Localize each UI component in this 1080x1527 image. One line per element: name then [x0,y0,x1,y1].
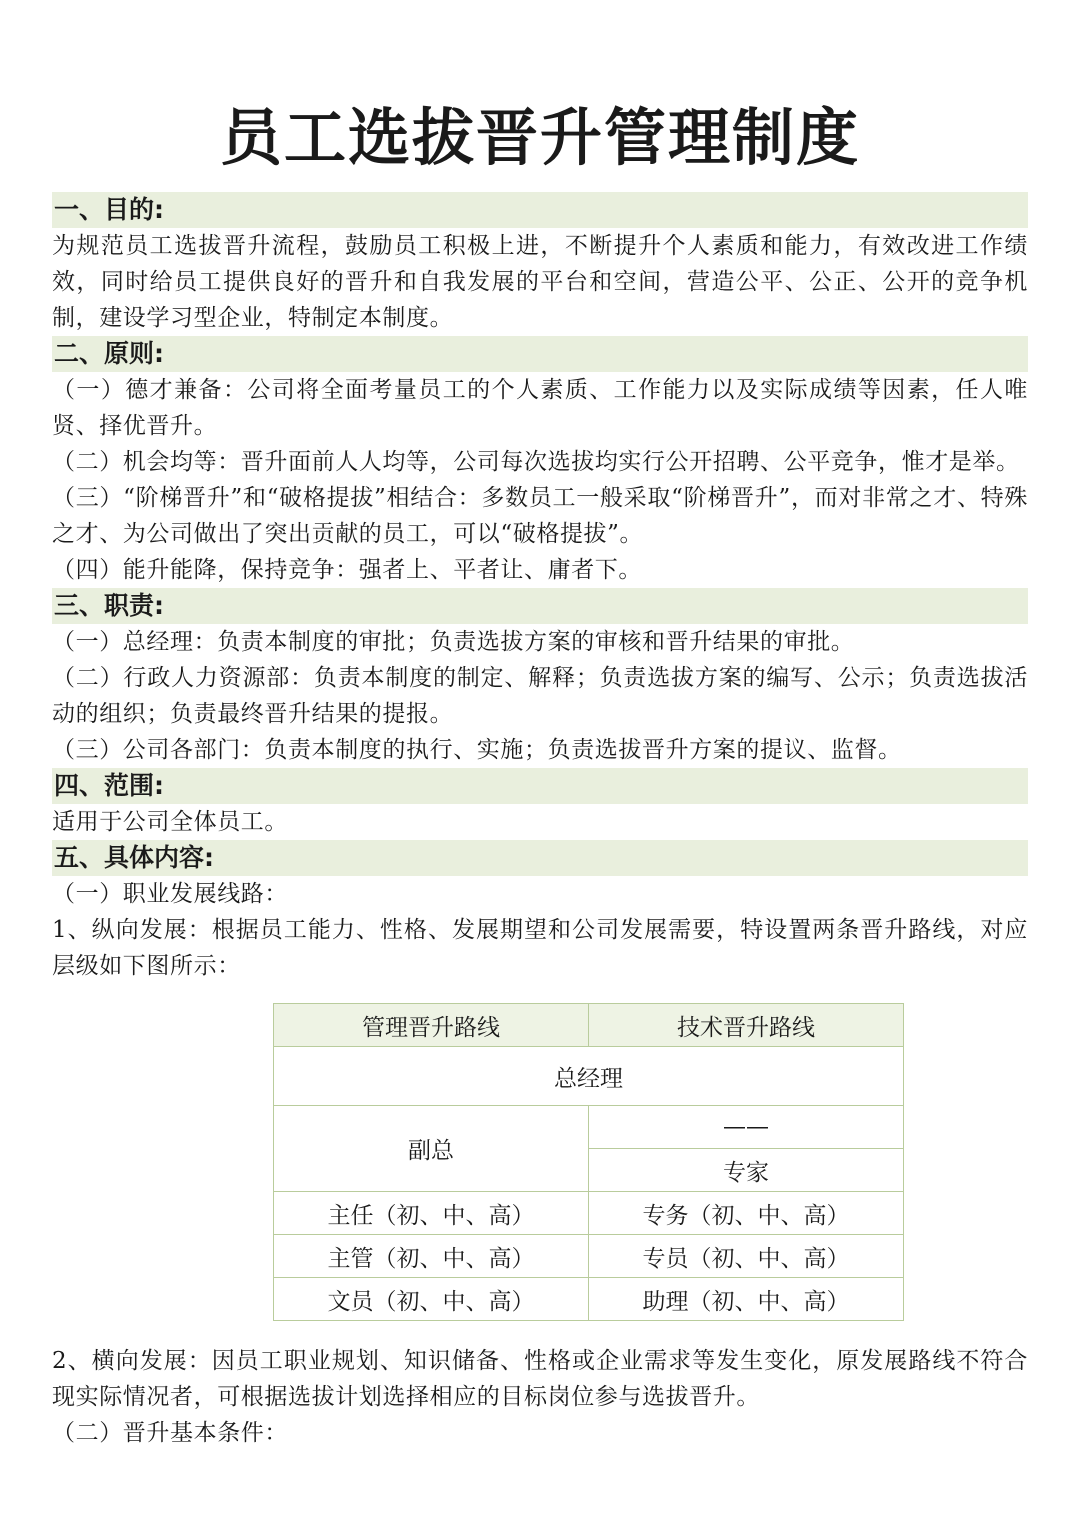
table-cell-left: 文员（初、中、高） [274,1278,589,1321]
table-cell-general-manager: 总经理 [274,1047,904,1106]
content-item: （二）晋升基本条件： [52,1420,288,1446]
content-item: 1、纵向发展：根据员工能力、性格、发展期望和公司发展需要，特设置两条晋升路线，对应层级如下图所示： [52,917,1028,979]
table-cell-right: 助理（初、中、高） [589,1278,904,1321]
table-row [274,1235,904,1278]
section-heading-scope: 四、范围: [52,768,1028,804]
after-table-block [52,1343,1028,1451]
content-item: （一）职业发展线路： [52,881,288,907]
table-header-technical: 技术晋升路线 [589,1004,904,1047]
principle-item: （二）机会均等：晋升面前人人均等，公司每次选拔均实行公开招聘、公平竞争，惟才是举。 [52,449,1020,475]
table-row [274,1106,904,1149]
table-cell-left: 主管（初、中、高） [274,1235,589,1278]
purpose-paragraph: 为规范员工选拔晋升流程，鼓励员工积极上进，不断提升个人素质和能力，有效改进工作绩效，同时给员工提供良好的晋升和自我发展的平台和空间，营造公平、公正、公开的竞争机制，建设学习型企业，特制定本制度。 [52,233,1028,331]
table-cell-vice-tech-2: 专家 [589,1149,904,1192]
principle-item: （一）德才兼备：公司将全面考量员工的个人素质、工作能力以及实际成绩等因素，任人唯贤、择优晋升。 [52,377,1028,439]
table-cell-vice: 副总 [274,1106,589,1192]
table-cell-vice-tech-1: —— [589,1106,904,1149]
duty-item: （一）总经理：负责本制度的审批；负责选拔方案的审核和晋升结果的审批。 [52,629,855,655]
table-header-management: 管理晋升路线 [274,1004,589,1047]
table-row [274,1192,904,1235]
duty-item: （三）公司各部门：负责本制度的执行、实施；负责选拔晋升方案的提议、监督。 [52,737,902,763]
section-heading-purpose: 一、目的: [52,192,1028,228]
table-row [274,1278,904,1321]
principle-item: （三）“阶梯晋升”和“破格提拔”相结合：多数员工一般采取“阶梯晋升”，而对非常之才、特殊之才、为公司做出了突出贡献的员工，可以“破格提拔”。 [52,485,1028,547]
document-title: 员工选拔晋升管理制度 [219,101,860,174]
table-header-row [274,1004,904,1047]
scope-paragraph: 适用于公司全体员工。 [52,809,288,835]
section-heading-principles: 二、原则: [52,336,1028,372]
table-cell-right: 专务（初、中、高） [589,1192,904,1235]
document-content [52,192,1028,1451]
section-heading-duties: 三、职责: [52,588,1028,624]
promotion-path-table [273,1003,904,1321]
principle-item: （四）能升能降，保持竞争：强者上、平者让、庸者下。 [52,557,642,583]
table-cell-right: 专员（初、中、高） [589,1235,904,1278]
table-row [274,1047,904,1106]
table-cell-left: 主任（初、中、高） [274,1192,589,1235]
duty-item: （二）行政人力资源部：负责本制度的制定、解释；负责选拔方案的编写、公示；负责选拔活动的组织；负责最终晋升结果的提报。 [52,665,1028,727]
promotion-path-table-wrapper [273,1003,904,1321]
section-heading-content: 五、具体内容: [52,840,1028,876]
content-item: 2、横向发展：因员工职业规划、知识储备、性格或企业需求等发生变化，原发展路线不符合现实际情况者，可根据选拔计划选择相应的目标岗位参与选拔晋升。 [52,1348,1028,1410]
